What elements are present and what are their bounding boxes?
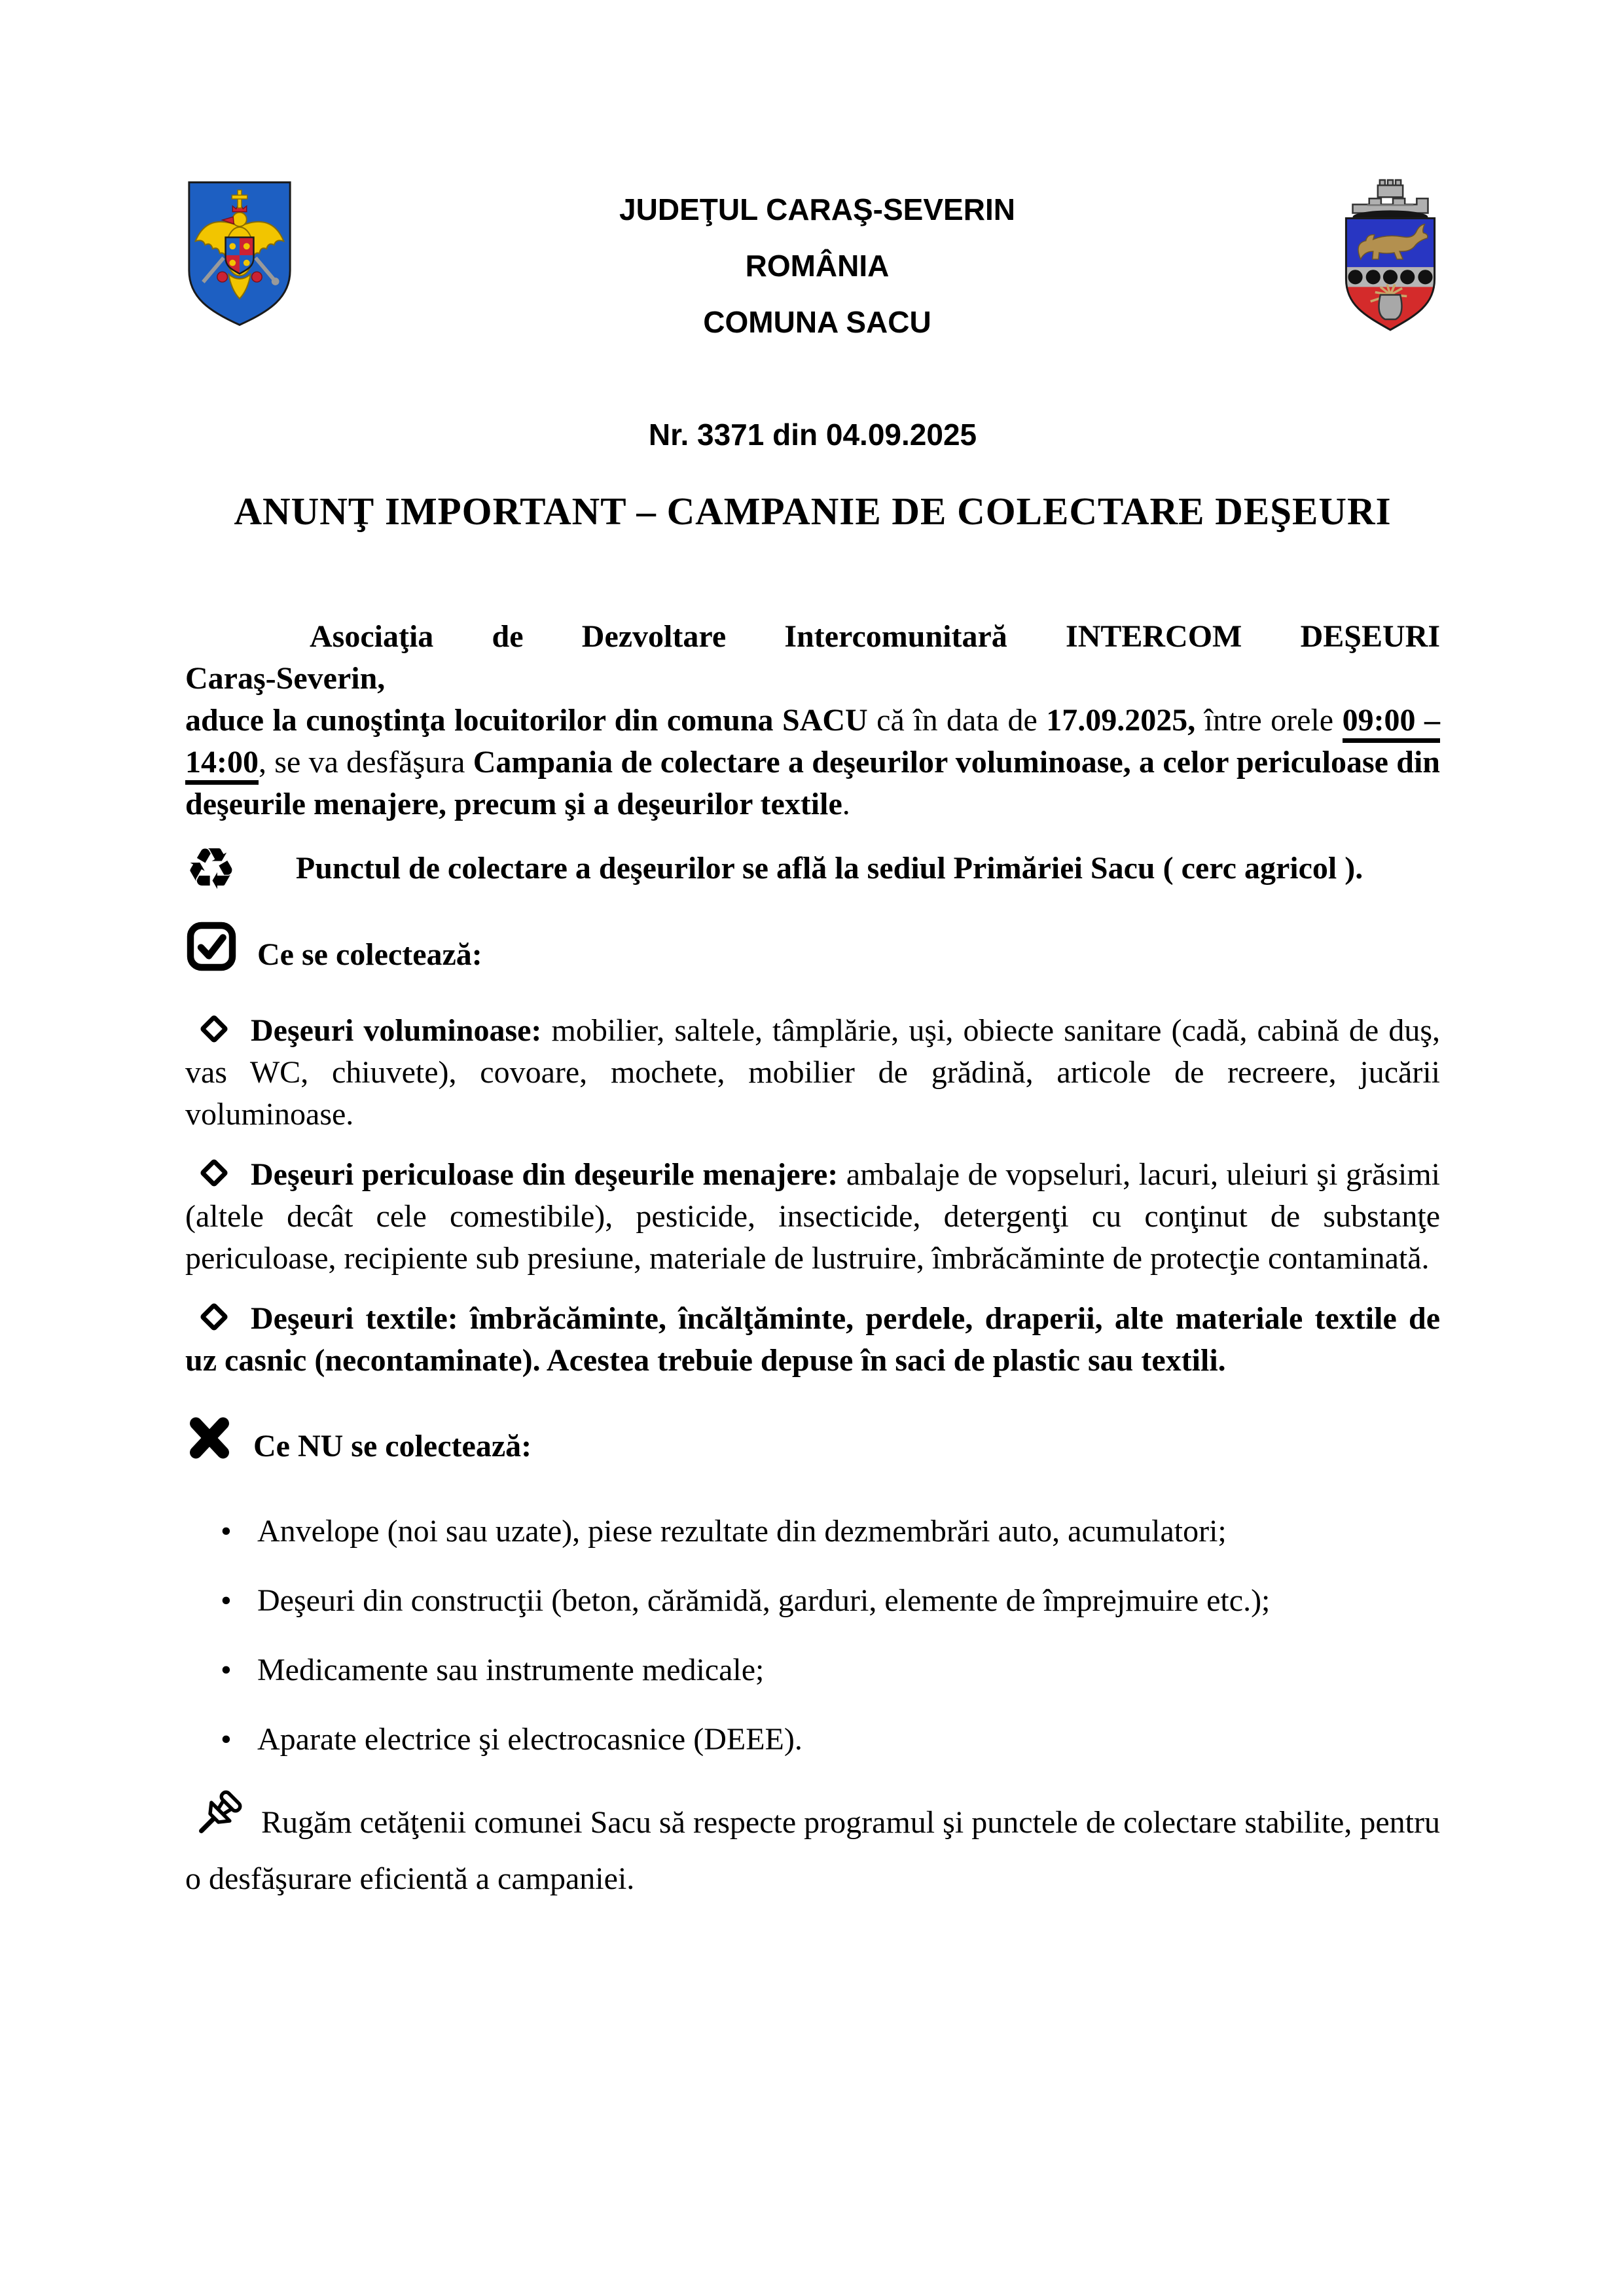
collected-item-bulky-text: mobilier, saltele, tâmplărie, uşi, obiecte sanitare (cadă, cabină de duş, vas WC, chiuvete), covoare, mochete, mobilier de grădină, articole de recreere, jucării voluminoase. [185, 1013, 1440, 1132]
header-text-block [294, 179, 1341, 350]
intro-bold-run-3: Campania de colectare a deşeurilor voluminoase, a celor periculoase din deşeurile menajere, precum şi a deşeurilor textile [185, 745, 1441, 821]
page-title: ANUNŢ IMPORTANT – CAMPANIE DE COLECTARE DEŞEURI [234, 490, 1392, 533]
not-collected-item-medical: Medicamente sau instrumente medicale; [257, 1653, 765, 1687]
x-mark-icon [185, 1412, 234, 1480]
collected-item-hazardous-label: Deşeuri periculoase din deşeurile menajere: [251, 1157, 839, 1192]
intro-regular-run-3: , se va desfăşura [258, 745, 473, 780]
intro-regular-run-4: . [842, 787, 850, 821]
intro-date: 17.09.2025, [1046, 703, 1196, 738]
collected-item-textile-label: Deşeuri textile: îmbrăcăminte, încălţăminte, perdele, draperii, alte materiale textile de uz casnic (necontaminate). Acestea trebuie depuse în saci de plastic sau textili. [185, 1301, 1440, 1378]
collected-section-heading [185, 920, 1440, 989]
intro-bold-run-1: aduce la cunoştinţa locuitorilor din comuna SACU [185, 703, 868, 738]
collection-point-text: Punctul de colectare a deşeurilor se află la sediul Primăriei Sacu ( cerc agricol ). [295, 851, 1363, 886]
bullet-dot-icon: • [221, 1722, 232, 1757]
collected-item-hazardous [185, 1154, 1440, 1280]
collected-item-bulky [185, 1010, 1440, 1136]
collection-point-paragraph [185, 835, 1440, 903]
collected-item-hazardous-text: ambalaje de vopseluri, lacuri, uleiuri şi grăsimi (altele decât cele comestibile), pesticide, insecticide, detergenţi cu conţinut de substanţe periculoase, recipiente sub presiune, materiale de lustruire, îmbrăcăminte de protecţie contaminată. [185, 1157, 1441, 1276]
sacu-coat-of-arms-image [1341, 179, 1440, 332]
not-collected-list [185, 1511, 1440, 1761]
intro-line-association: Asociaţia de Dezvoltare Intercomunitară INTERCOM DEŞEURI [310, 619, 1440, 654]
header-country: ROMÂNIA [745, 249, 890, 283]
not-collected-item-tires: Anvelope (noi sau uzate), piese rezultate din dezmembrări auto, acumulatori; [257, 1514, 1227, 1549]
not-collected-item-electronics: Aparate electrice şi electrocasnice (DEEE). [257, 1722, 803, 1757]
intro-regular-run-1: că în data de [867, 703, 1047, 738]
pushpin-icon [185, 1820, 244, 1854]
bullet-dot-icon: • [221, 1583, 232, 1618]
list-item [185, 1580, 1440, 1622]
collected-item-textile [185, 1298, 1440, 1382]
list-item [185, 1649, 1440, 1691]
footer-note-paragraph [185, 1788, 1440, 1900]
diamond-bullet-icon [199, 1302, 228, 1331]
diamond-bullet-icon [199, 1158, 228, 1187]
header-county: JUDEŢUL CARAŞ-SEVERIN [619, 192, 1015, 226]
page-header [185, 179, 1440, 339]
intro-line-county: Caraş-Severin, [185, 661, 386, 696]
intro-paragraph [185, 700, 1440, 825]
sacu-coat-of-arms [1341, 179, 1440, 332]
header-commune: COMUNA SACU [703, 305, 931, 339]
not-collected-heading-label: Ce NU se colectează: [253, 1428, 532, 1463]
checkbox-checked-icon [185, 920, 238, 989]
collected-heading-label: Ce se colectează: [257, 937, 482, 972]
document-number: Nr. 3371 din 04.09.2025 [648, 418, 977, 452]
not-collected-item-construction: Deşeuri din construcţii (beton, cărămidă, garduri, elemente de împrejmuire etc.); [257, 1583, 1271, 1618]
diamond-bullet-icon [199, 1014, 228, 1043]
bullet-dot-icon: • [221, 1653, 232, 1687]
intro-hours: 09:00 – 14:00 [185, 703, 1440, 785]
bullet-dot-icon: • [221, 1514, 232, 1549]
collected-item-bulky-label: Deşeuri voluminoase: [251, 1013, 542, 1048]
romania-coat-of-arms [185, 179, 294, 328]
recycle-icon: ♻ [185, 835, 237, 903]
intro-regular-run-2: între orele [1195, 703, 1343, 738]
not-collected-section-heading [185, 1412, 1440, 1480]
list-item [185, 1719, 1440, 1761]
list-item [185, 1511, 1440, 1552]
footer-note-text: Rugăm cetăţenii comunei Sacu să respecte programul şi punctele de colectare stabilite, pentru o desfăşurare eficientă a campaniei. [185, 1805, 1440, 1896]
romania-coat-of-arms-image [185, 179, 294, 328]
